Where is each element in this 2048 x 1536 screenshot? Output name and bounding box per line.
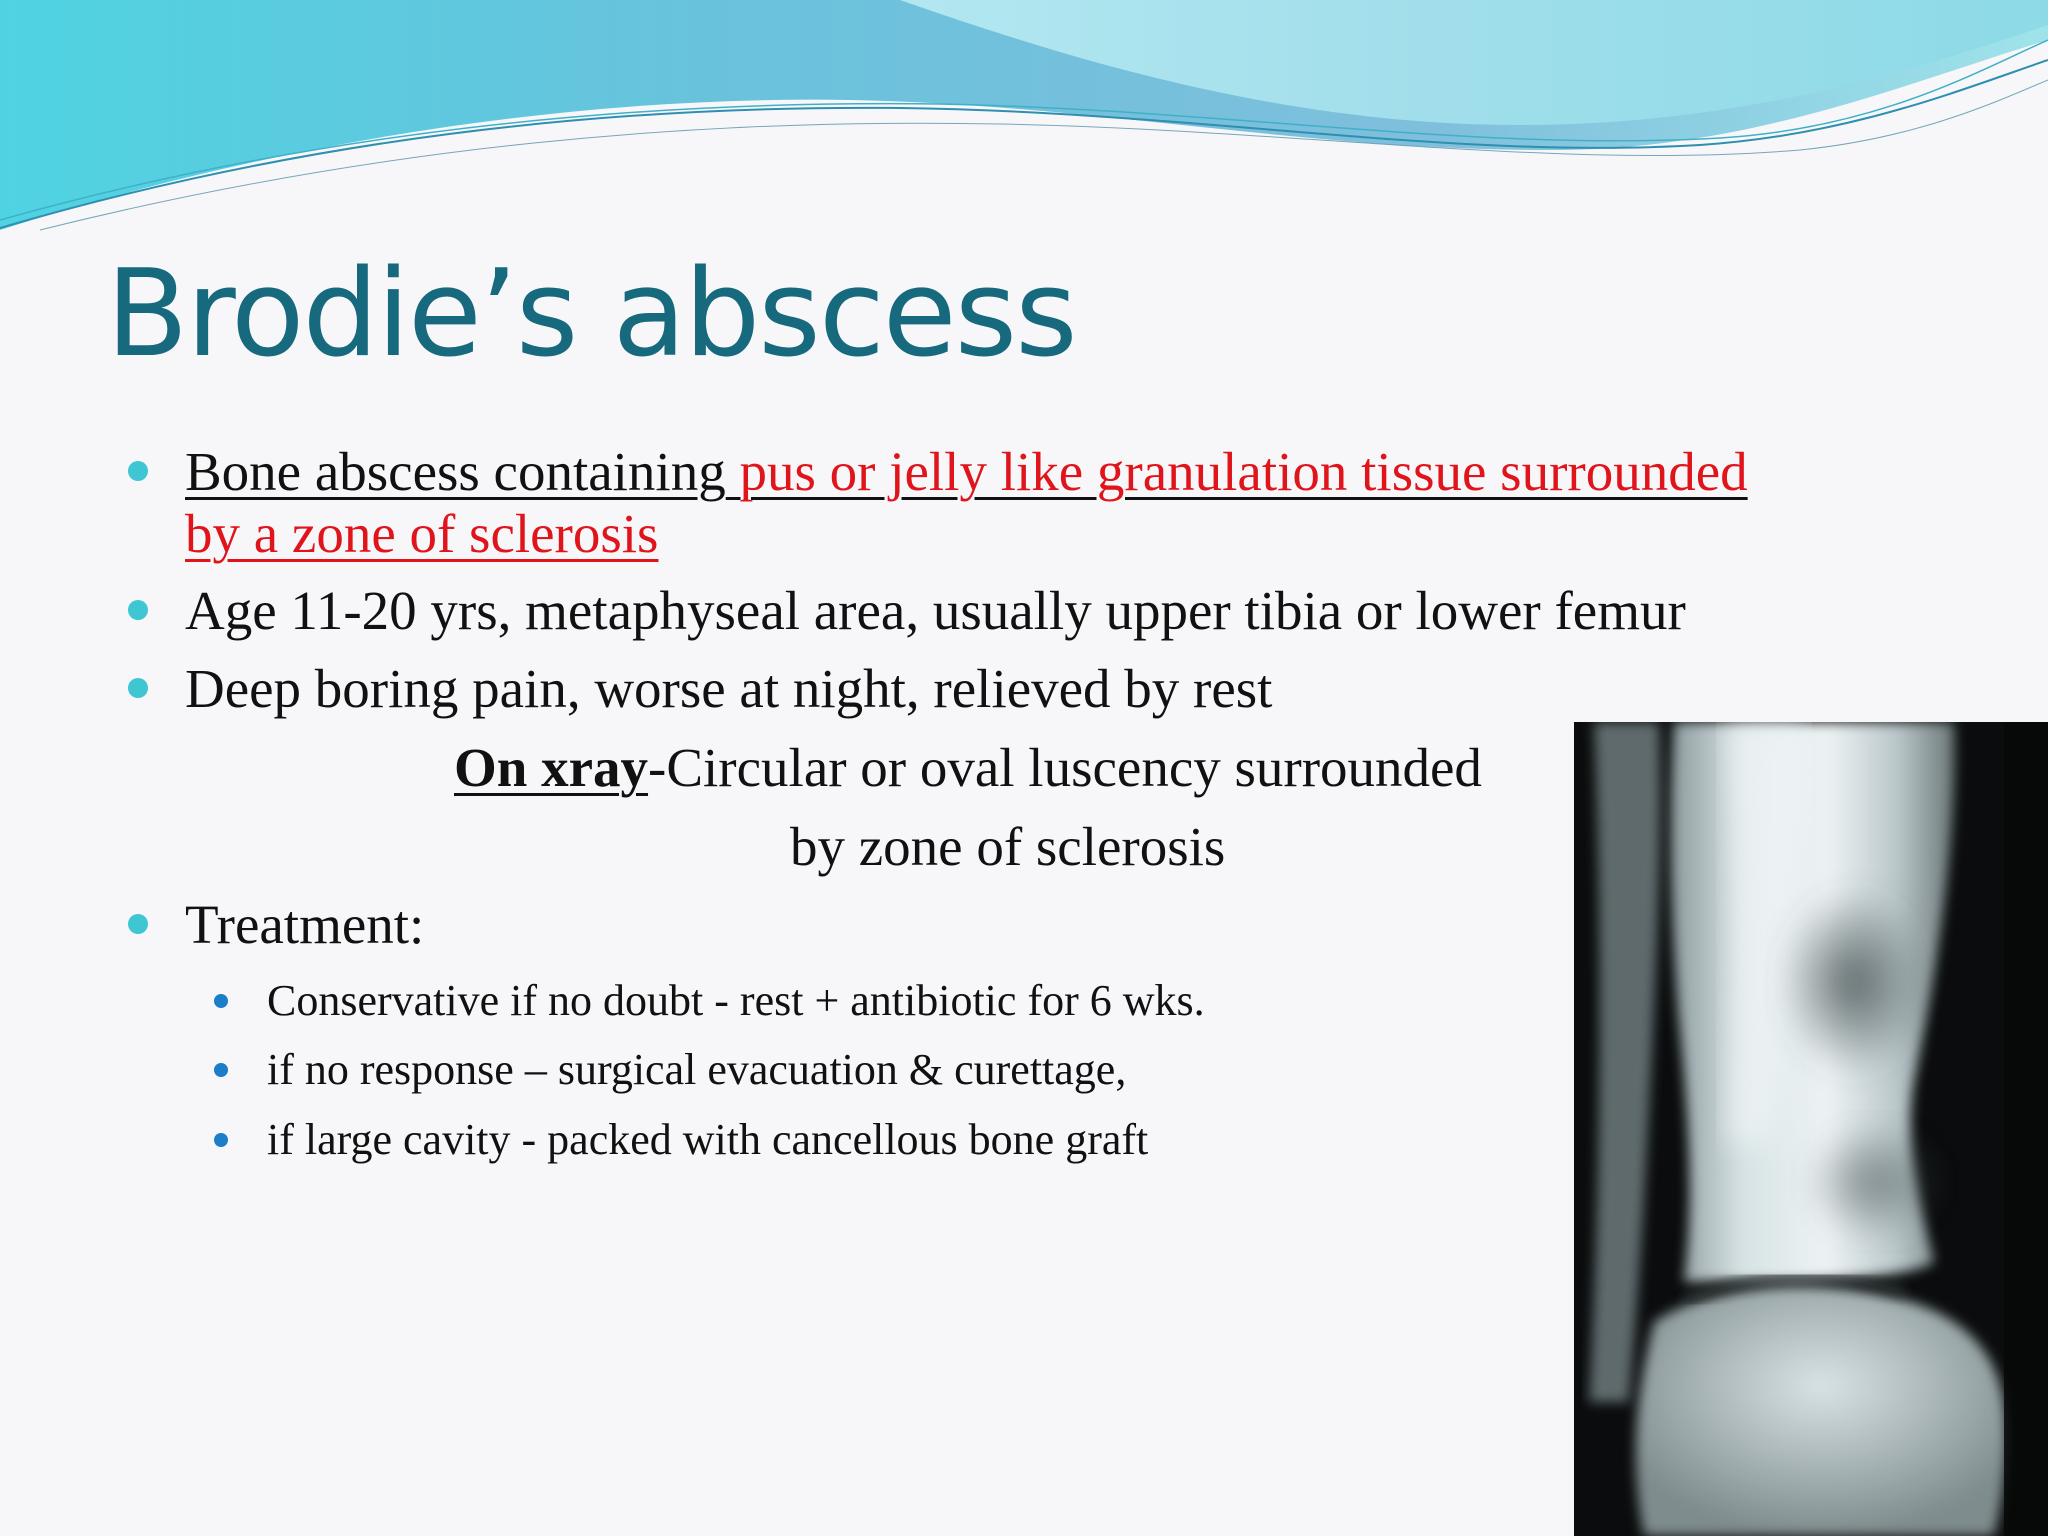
- bullet-item: [128, 580, 2008, 642]
- xray-note-line1: [454, 737, 1482, 799]
- xray-note-text: -Circular or oval luscency surrounded: [648, 737, 1482, 798]
- bullet-text: Age 11-20 yrs, metaphyseal area, usually upper tibia or lower femur: [185, 580, 1686, 641]
- treatment-heading: Treatment:: [185, 894, 425, 955]
- bullet-highlight-text-continued: by a zone of sclerosis: [185, 503, 659, 564]
- bullet-dot-icon: [128, 678, 148, 698]
- sub-bullet-item: [214, 1044, 1514, 1096]
- sub-bullet-item: [214, 1114, 1514, 1166]
- sub-bullet-item: [214, 975, 1514, 1027]
- bullet-dot-icon: [128, 461, 148, 481]
- sub-bullet-text: if no response – surgical evacuation & curettage,: [267, 1045, 1127, 1094]
- bullet-text-line: [185, 441, 1748, 503]
- bullet-item: [128, 894, 628, 956]
- bullet-item: [128, 441, 2008, 565]
- bullet-lead-text: Bone abscess containing: [185, 441, 726, 502]
- xray-note-line2: by zone of sclerosis: [790, 816, 1226, 877]
- bullet-item: [128, 658, 1528, 720]
- sub-bullet-text: Conservative if no doubt - rest + antibiotic for 6 wks.: [267, 976, 1205, 1025]
- bullet-dot-icon: [128, 600, 148, 620]
- header-wave-decoration: [0, 0, 2048, 240]
- xray-note-label: On xray: [454, 737, 649, 798]
- bullet-text: Deep boring pain, worse at night, relieved by rest: [185, 658, 1273, 719]
- xray-image: [1574, 722, 2048, 1536]
- bullet-highlight-text: pus or jelly like granulation tissue surrounded: [725, 441, 1748, 502]
- sub-bullet-dot-icon: [214, 1063, 228, 1077]
- sub-bullet-dot-icon: [214, 994, 228, 1008]
- slide-title: Brodie’s abscess: [106, 245, 1076, 384]
- sub-bullet-text: if large cavity - packed with cancellous bone graft: [267, 1115, 1149, 1164]
- bullet-dot-icon: [128, 914, 148, 934]
- sub-bullet-dot-icon: [214, 1133, 228, 1147]
